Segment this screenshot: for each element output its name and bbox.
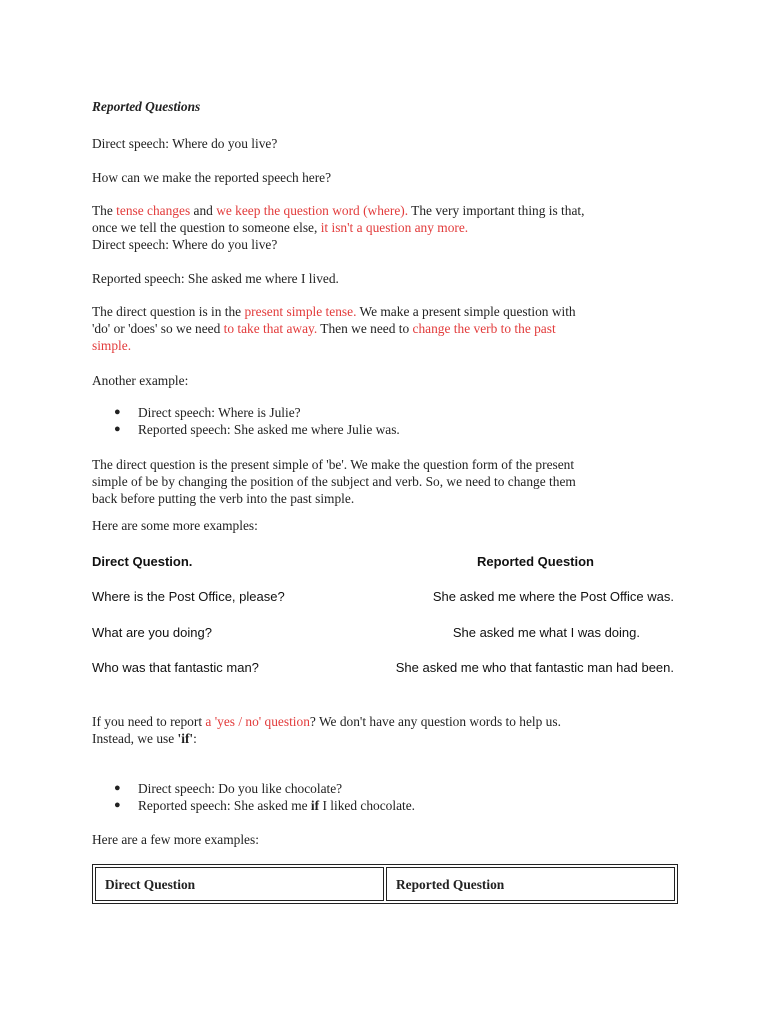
text: Then we need to (317, 321, 413, 336)
text: once we tell the question to someone else, (92, 220, 321, 235)
text: The very important thing is that, (408, 203, 585, 218)
text: We make a present simple question with (356, 304, 576, 319)
paragraph-reported-speech: Reported speech: She asked me where I lived. (92, 271, 339, 286)
examples-table (92, 864, 678, 904)
text: Instead, we use (92, 731, 178, 746)
page-title: Reported Questions (92, 99, 201, 114)
table-header-direct-question: Direct Question (95, 867, 384, 901)
bullet-icon: ● (114, 782, 121, 794)
text: simple of be by changing the position of the subject and verb. So, we need to change them (92, 474, 576, 489)
text: : (193, 731, 197, 746)
text: If you need to report (92, 714, 206, 729)
text: back before putting the verb into the past simple. (92, 491, 355, 506)
highlight-text: it isn't a question any more. (320, 220, 469, 235)
highlight-text: tense changes (116, 203, 191, 218)
paragraph-yes-no-question (92, 713, 561, 747)
text: The direct question is in the (92, 304, 245, 319)
list-item-text: Direct speech: Where is Julie? (138, 405, 301, 420)
table-header-row (95, 867, 675, 901)
list-item (92, 780, 415, 797)
example-reported: She asked me where the Post Office was. (432, 589, 674, 604)
text: and (190, 203, 217, 218)
example-reported: She asked me what I was doing. (452, 625, 640, 640)
bold-text: 'if' (177, 731, 194, 746)
bullet-icon: ● (114, 406, 121, 418)
paragraph-direct-speech: Direct speech: Where do you live? (92, 136, 278, 151)
list-item-text: Reported speech: She asked me (138, 798, 311, 813)
highlight-text: change the verb to the past (412, 321, 556, 336)
bullet-icon: ● (114, 423, 121, 435)
paragraph-more-examples: Here are some more examples: (92, 518, 258, 533)
text: Direct speech: Where do you live? (92, 237, 278, 252)
bold-text: if (310, 798, 320, 813)
text: The direct question is the present simple of 'be'. We make the question form of the present (92, 457, 575, 472)
list-item-text: Direct speech: Do you like chocolate? (138, 781, 343, 796)
paragraph-another-example: Another example: (92, 373, 189, 388)
bullet-list-1 (92, 404, 400, 438)
header-reported-question: Reported Question (476, 554, 594, 569)
paragraph-present-simple (92, 303, 576, 354)
table-header-reported-question: Reported Question (386, 867, 675, 901)
list-item-text: I liked chocolate. (319, 798, 416, 813)
text: ? We don't have any question words to help us. (309, 714, 561, 729)
highlight-text: a 'yes / no' question (205, 714, 310, 729)
highlight-text: to take that away. (223, 321, 318, 336)
example-direct: Where is the Post Office, please? (92, 589, 285, 604)
paragraph-tense-changes (92, 202, 584, 253)
paragraph-few-more-examples: Here are a few more examples: (92, 832, 259, 847)
list-item (92, 404, 400, 421)
header-direct-question: Direct Question. (92, 554, 193, 569)
highlight-text: simple. (92, 338, 132, 353)
example-reported: She asked me who that fantastic man had been. (395, 660, 674, 675)
bullet-list-2 (92, 780, 415, 814)
list-item-text: Reported speech: She asked me where Julie was. (138, 422, 400, 437)
example-direct: What are you doing? (92, 625, 212, 640)
list-item (92, 421, 400, 438)
highlight-text: present simple tense. (244, 304, 357, 319)
paragraph-present-simple-be (92, 456, 576, 507)
list-item (92, 797, 415, 814)
example-direct: Who was that fantastic man? (92, 660, 259, 675)
text: The (92, 203, 117, 218)
bullet-icon: ● (114, 799, 121, 811)
text: 'do' or 'does' so we need (92, 321, 224, 336)
paragraph-how-question: How can we make the reported speech here? (92, 170, 332, 185)
highlight-text: we keep the question word (where). (216, 203, 409, 218)
